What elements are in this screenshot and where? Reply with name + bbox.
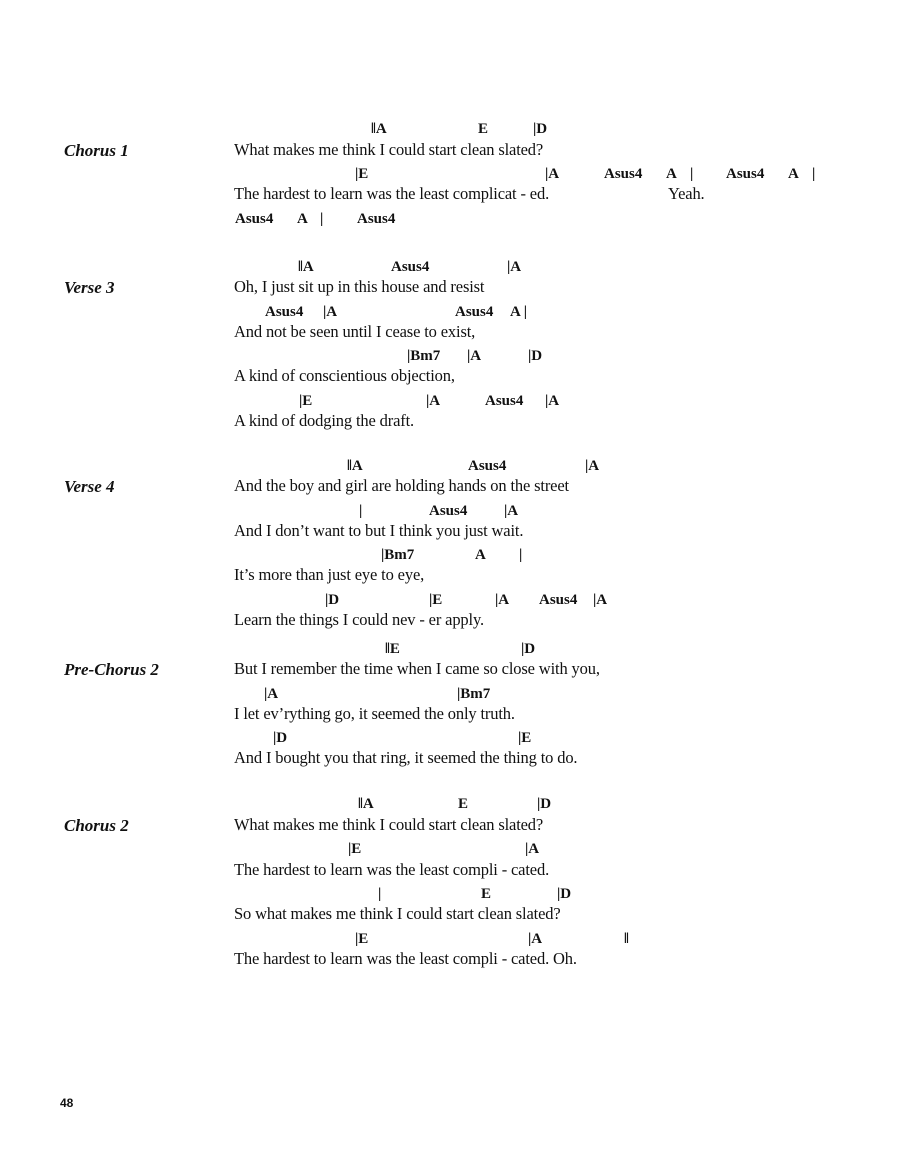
lyric-line: It’s more than just eye to eye,: [234, 565, 425, 584]
chord: |D: [528, 348, 543, 364]
chord: |Bm7: [381, 547, 415, 563]
chord: E: [478, 121, 489, 137]
lyric-line: But I remember the time when I came so close with you,: [234, 659, 600, 678]
chord: |D: [325, 592, 340, 608]
lyric-line: And not be seen until I cease to exist,: [234, 322, 476, 341]
chord: |A: [507, 259, 522, 275]
chord: |A: [264, 686, 279, 702]
section-label: Chorus 1: [64, 141, 129, 160]
chord: |E: [355, 931, 369, 947]
chord: |D: [537, 796, 552, 812]
chord: |A: [323, 304, 338, 320]
chord: |E: [348, 841, 362, 857]
lyric-line-extra: Yeah.: [668, 184, 705, 203]
section-label: Chorus 2: [64, 816, 129, 835]
chord: Asus4: [539, 592, 578, 608]
section-label: Verse 3: [64, 278, 115, 297]
chord-row: [0, 394, 900, 414]
chord: |E: [299, 393, 313, 409]
chord: ‖A: [371, 121, 387, 137]
chord: |A: [593, 592, 608, 608]
lyric-line: The hardest to learn was the least compli - cated.: [234, 860, 550, 879]
lyric-line: A kind of dodging the draft.: [234, 411, 415, 430]
chord: Asus4: [235, 211, 274, 227]
bar-line: |: [812, 166, 816, 182]
chord-row: [0, 122, 900, 142]
lyric-row: [0, 862, 900, 882]
lyric-line: And I bought you that ring, it seemed the thing to do.: [234, 748, 578, 767]
lyric-row: [0, 413, 900, 433]
chord: ‖A: [358, 796, 374, 812]
chord: A |: [510, 304, 528, 320]
lyric-row: [0, 661, 900, 681]
chord: |D: [521, 641, 536, 657]
chord: E: [481, 886, 492, 902]
chord: |E: [429, 592, 443, 608]
chord: Asus4: [429, 503, 468, 519]
lyric-row: [0, 523, 900, 543]
chord: |E: [355, 166, 369, 182]
chord: |D: [273, 730, 288, 746]
chord: |Bm7: [457, 686, 491, 702]
chord: |A: [545, 166, 560, 182]
lyric-line: And I don’t want to but I think you just wait.: [234, 521, 524, 540]
chord: Asus4: [468, 458, 507, 474]
chord-row: [0, 212, 900, 232]
chord: |A: [504, 503, 519, 519]
lyric-row: [0, 706, 900, 726]
chord: Asus4: [357, 211, 396, 227]
chord: Asus4: [604, 166, 643, 182]
bar-line: |: [378, 886, 382, 902]
bar-line: |: [519, 547, 523, 563]
chord: A: [297, 211, 308, 227]
section-label: Pre-Chorus 2: [64, 660, 159, 679]
chord: |A: [426, 393, 441, 409]
lyric-row: [0, 612, 900, 632]
chord: A: [475, 547, 486, 563]
chord: |A: [528, 931, 543, 947]
lyric-row: [0, 324, 900, 344]
lyric-row: [0, 186, 900, 206]
lyric-row: [0, 567, 900, 587]
bar-line: |: [359, 503, 363, 519]
chord: |D: [557, 886, 572, 902]
page-number: 48: [60, 1096, 74, 1110]
chord: ‖A: [298, 259, 314, 275]
chord: ‖A: [347, 458, 363, 474]
lyric-row: [0, 951, 900, 971]
lyric-row: [0, 368, 900, 388]
lyric-line: I let ev’rything go, it seemed the only truth.: [234, 704, 515, 723]
lyric-line: So what makes me think I could start clean slated?: [234, 904, 561, 923]
chord: |A: [545, 393, 560, 409]
chord: |A: [467, 348, 482, 364]
section-label: Verse 4: [64, 477, 115, 496]
lyric-row: [0, 142, 900, 162]
bar-line: |: [320, 211, 324, 227]
lyric-line: The hardest to learn was the least compli - cated. Oh.: [234, 949, 577, 968]
chord: Asus4: [485, 393, 524, 409]
chord: A: [788, 166, 799, 182]
chord: A: [666, 166, 677, 182]
chord: ‖E: [385, 641, 400, 657]
chord: Asus4: [391, 259, 430, 275]
lyric-line: A kind of conscientious objection,: [234, 366, 455, 385]
lyric-line: The hardest to learn was the least complicat - ed.: [234, 184, 550, 203]
chord: Asus4: [726, 166, 765, 182]
chord-row: [0, 797, 900, 817]
final-bar-line: ‖: [624, 931, 629, 947]
lyric-line: Learn the things I could nev - er apply.: [234, 610, 484, 629]
chord-row: [0, 548, 900, 568]
chord: |A: [495, 592, 510, 608]
lyric-line: What makes me think I could start clean slated?: [234, 140, 544, 159]
chord-row: [0, 842, 900, 862]
chord: |E: [518, 730, 532, 746]
chord: E: [458, 796, 469, 812]
lyric-row: [0, 817, 900, 837]
chord: |D: [533, 121, 548, 137]
lyric-row: [0, 750, 900, 770]
lyric-line: Oh, I just sit up in this house and resist: [234, 277, 485, 296]
lyric-line: What makes me think I could start clean slated?: [234, 815, 544, 834]
bar-line: |: [690, 166, 694, 182]
lyric-row: [0, 906, 900, 926]
lyric-row: [0, 279, 900, 299]
chord: |Bm7: [407, 348, 441, 364]
lyric-row: [0, 478, 900, 498]
chord: Asus4: [265, 304, 304, 320]
chord: Asus4: [455, 304, 494, 320]
lyric-line: And the boy and girl are holding hands on the street: [234, 476, 569, 495]
chord: |A: [585, 458, 600, 474]
chord: |A: [525, 841, 540, 857]
